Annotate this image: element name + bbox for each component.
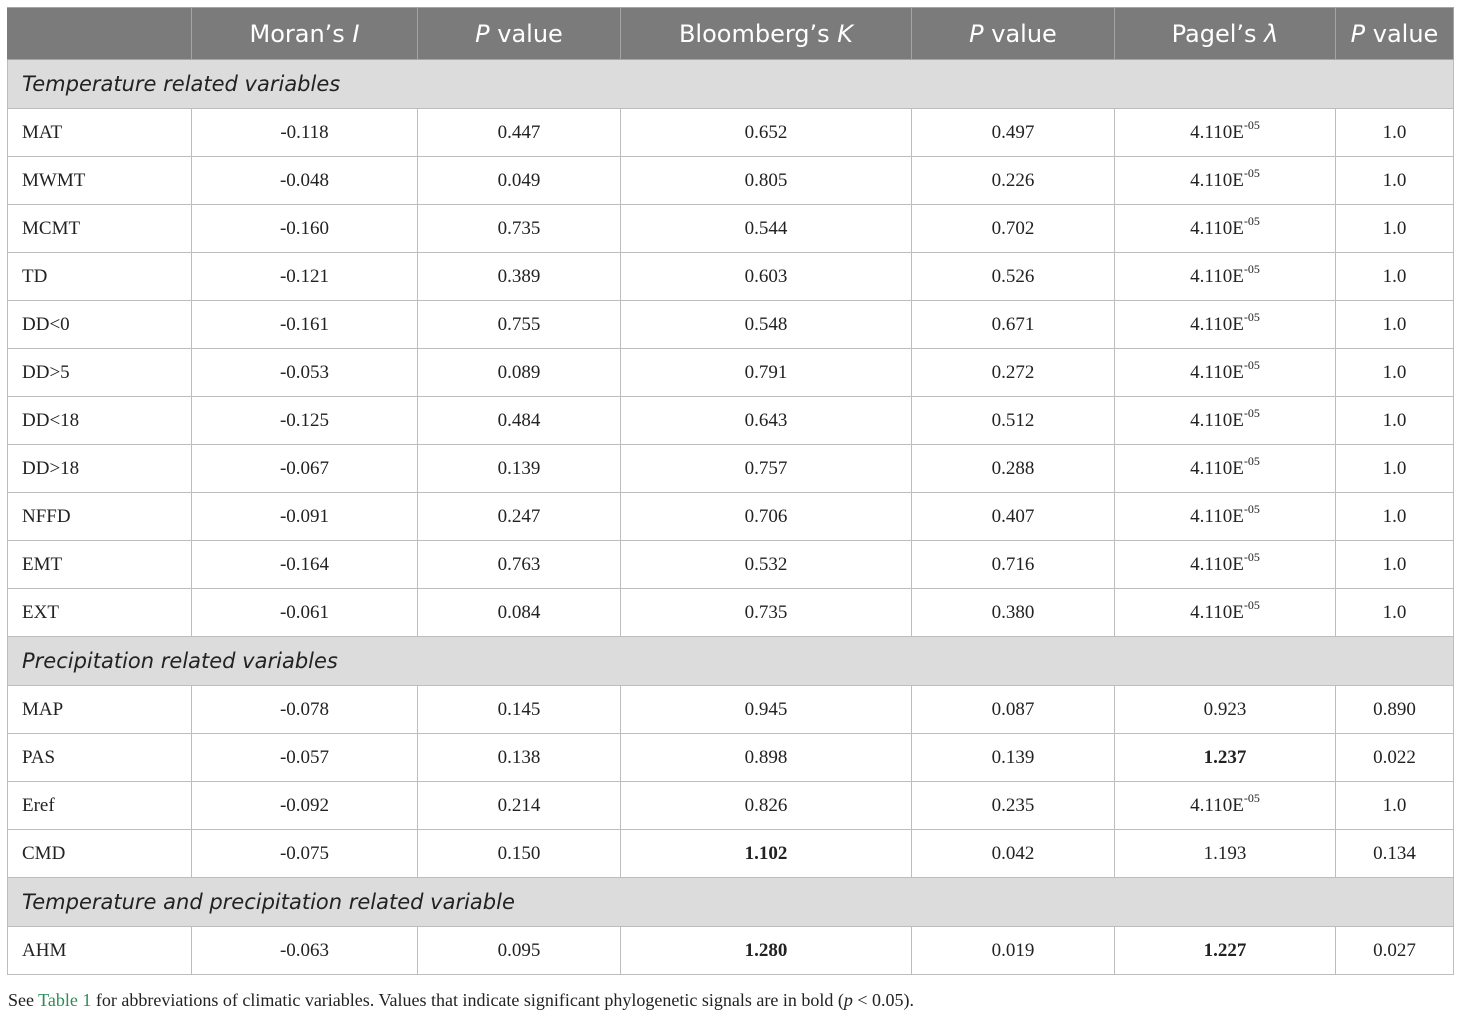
header-p-symbol: P — [969, 19, 984, 48]
bloombergs-p-value-cell: 0.716 — [912, 541, 1115, 589]
morans-i-cell: -0.067 — [192, 445, 418, 493]
pagels-p-value-cell: 1.0 — [1336, 782, 1454, 830]
table-row — [8, 589, 1454, 637]
table-row — [8, 253, 1454, 301]
pagels-lambda-cell — [1115, 253, 1336, 301]
pagels-lambda-value: 4.110E — [1190, 601, 1244, 623]
table-footnote — [8, 990, 914, 1011]
pagels-lambda-value: 4.110E — [1190, 361, 1244, 383]
pagels-lambda-value: 4.110E — [1190, 313, 1244, 335]
table-row — [8, 109, 1454, 157]
pagels-lambda-cell — [1115, 734, 1336, 782]
pagels-p-value-cell: 0.022 — [1336, 734, 1454, 782]
morans-i-cell: -0.061 — [192, 589, 418, 637]
bloombergs-k-cell: 0.706 — [621, 493, 912, 541]
table-row — [8, 830, 1454, 878]
header-p-label: value — [489, 19, 563, 48]
header-bloom-label: Bloomberg’s — [678, 19, 838, 48]
variable-cell: MCMT — [8, 205, 192, 253]
pagels-lambda-cell — [1115, 927, 1336, 975]
pagels-p-value-cell: 1.0 — [1336, 541, 1454, 589]
bloombergs-p-value-cell: 0.139 — [912, 734, 1115, 782]
table-body — [8, 60, 1454, 975]
pagels-lambda-cell — [1115, 541, 1336, 589]
pagels-lambda-cell — [1115, 589, 1336, 637]
pagels-p-value-cell: 0.890 — [1336, 686, 1454, 734]
bloombergs-p-value-cell: 0.042 — [912, 830, 1115, 878]
pagels-lambda-exponent: -05 — [1243, 261, 1260, 276]
morans-i-cell: -0.125 — [192, 397, 418, 445]
morans-p-value-cell: 0.089 — [418, 349, 621, 397]
pagels-lambda-cell — [1115, 157, 1336, 205]
table-row — [8, 157, 1454, 205]
bloombergs-k-cell: 1.102 — [621, 830, 912, 878]
pagels-lambda-value: 4.110E — [1190, 265, 1244, 287]
variable-cell: PAS — [8, 734, 192, 782]
table-row — [8, 782, 1454, 830]
group-header-row — [8, 878, 1454, 927]
pagels-p-value-cell: 1.0 — [1336, 157, 1454, 205]
variable-cell: DD>5 — [8, 349, 192, 397]
table-1-link[interactable]: Table 1 — [38, 990, 92, 1010]
morans-p-value-cell: 0.049 — [418, 157, 621, 205]
pagels-lambda-exponent: -05 — [1243, 357, 1260, 372]
variable-cell: EXT — [8, 589, 192, 637]
header-p-value-3 — [1336, 8, 1454, 60]
pagels-lambda-value: 4.110E — [1190, 505, 1244, 527]
pagels-p-value-cell: 1.0 — [1336, 589, 1454, 637]
header-row — [8, 8, 1454, 60]
bloombergs-p-value-cell: 0.497 — [912, 109, 1115, 157]
bloombergs-k-cell: 1.280 — [621, 927, 912, 975]
variable-cell: AHM — [8, 927, 192, 975]
pagels-lambda-value: 4.110E — [1190, 169, 1244, 191]
bloombergs-k-cell: 0.898 — [621, 734, 912, 782]
pagels-lambda-value: 4.110E — [1190, 794, 1244, 816]
morans-p-value-cell: 0.735 — [418, 205, 621, 253]
table-header — [8, 8, 1454, 60]
header-bloom-symbol: K — [837, 19, 854, 48]
table-row — [8, 301, 1454, 349]
pagels-p-value-cell: 1.0 — [1336, 349, 1454, 397]
bloombergs-k-cell: 0.603 — [621, 253, 912, 301]
bloombergs-p-value-cell: 0.288 — [912, 445, 1115, 493]
footnote-text-start: See — [8, 990, 39, 1010]
morans-p-value-cell: 0.755 — [418, 301, 621, 349]
group-header-row — [8, 60, 1454, 109]
table-row — [8, 686, 1454, 734]
pagels-p-value-cell: 1.0 — [1336, 301, 1454, 349]
phylogenetic-signal-table — [7, 7, 1454, 975]
pagels-lambda-exponent: -05 — [1243, 549, 1260, 564]
header-p-value-1 — [418, 8, 621, 60]
pagels-lambda-exponent: -05 — [1243, 597, 1260, 612]
pagels-lambda-value: 4.110E — [1190, 553, 1244, 575]
pagels-lambda-exponent: -05 — [1243, 213, 1260, 228]
pagels-p-value-cell: 1.0 — [1336, 493, 1454, 541]
pagels-lambda-cell — [1115, 445, 1336, 493]
morans-p-value-cell: 0.484 — [418, 397, 621, 445]
pagels-p-value-cell: 0.027 — [1336, 927, 1454, 975]
header-p-label: value — [1365, 19, 1439, 48]
pagels-lambda-value: 1.237 — [1203, 746, 1247, 768]
pagels-lambda-cell — [1115, 205, 1336, 253]
pagels-lambda-exponent: -05 — [1243, 405, 1260, 420]
bloombergs-p-value-cell: 0.226 — [912, 157, 1115, 205]
morans-i-cell: -0.164 — [192, 541, 418, 589]
bloombergs-k-cell: 0.544 — [621, 205, 912, 253]
bloombergs-k-cell: 0.652 — [621, 109, 912, 157]
bloombergs-k-cell: 0.791 — [621, 349, 912, 397]
morans-i-cell: -0.075 — [192, 830, 418, 878]
header-p-label: value — [983, 19, 1057, 48]
bloombergs-k-cell: 0.548 — [621, 301, 912, 349]
footnote-text-end: < 0.05). — [852, 990, 914, 1010]
morans-i-cell: -0.160 — [192, 205, 418, 253]
morans-i-cell: -0.078 — [192, 686, 418, 734]
variable-cell: TD — [8, 253, 192, 301]
bloombergs-k-cell: 0.757 — [621, 445, 912, 493]
variable-cell: DD>18 — [8, 445, 192, 493]
pagels-lambda-exponent: -05 — [1243, 117, 1260, 132]
group-header-row — [8, 637, 1454, 686]
pagels-lambda-exponent: -05 — [1243, 453, 1260, 468]
table-row — [8, 734, 1454, 782]
pagels-lambda-cell — [1115, 686, 1336, 734]
bloombergs-p-value-cell: 0.671 — [912, 301, 1115, 349]
bloombergs-p-value-cell: 0.087 — [912, 686, 1115, 734]
morans-i-cell: -0.048 — [192, 157, 418, 205]
bloombergs-p-value-cell: 0.272 — [912, 349, 1115, 397]
morans-p-value-cell: 0.247 — [418, 493, 621, 541]
group-title: Precipitation related variables — [8, 637, 1454, 686]
pagels-lambda-value: 1.227 — [1203, 939, 1247, 961]
bloombergs-p-value-cell: 0.235 — [912, 782, 1115, 830]
morans-p-value-cell: 0.447 — [418, 109, 621, 157]
pagels-p-value-cell: 1.0 — [1336, 205, 1454, 253]
morans-p-value-cell: 0.145 — [418, 686, 621, 734]
bloombergs-k-cell: 0.643 — [621, 397, 912, 445]
morans-p-value-cell: 0.389 — [418, 253, 621, 301]
table-row — [8, 927, 1454, 975]
variable-cell: DD<0 — [8, 301, 192, 349]
morans-i-cell: -0.091 — [192, 493, 418, 541]
variable-cell: EMT — [8, 541, 192, 589]
pagels-p-value-cell: 1.0 — [1336, 445, 1454, 493]
morans-i-cell: -0.161 — [192, 301, 418, 349]
morans-i-cell: -0.121 — [192, 253, 418, 301]
morans-p-value-cell: 0.763 — [418, 541, 621, 589]
table-row — [8, 445, 1454, 493]
variable-cell: NFFD — [8, 493, 192, 541]
header-morans-i — [192, 8, 418, 60]
pagels-p-value-cell: 1.0 — [1336, 109, 1454, 157]
pagels-lambda-cell — [1115, 349, 1336, 397]
bloombergs-p-value-cell: 0.702 — [912, 205, 1115, 253]
table-row — [8, 205, 1454, 253]
bloombergs-k-cell: 0.826 — [621, 782, 912, 830]
pagels-lambda-cell — [1115, 109, 1336, 157]
morans-i-cell: -0.053 — [192, 349, 418, 397]
variable-cell: DD<18 — [8, 397, 192, 445]
bloombergs-p-value-cell: 0.380 — [912, 589, 1115, 637]
pagels-lambda-value: 4.110E — [1190, 121, 1244, 143]
morans-i-cell: -0.057 — [192, 734, 418, 782]
morans-p-value-cell: 0.139 — [418, 445, 621, 493]
morans-p-value-cell: 0.138 — [418, 734, 621, 782]
variable-cell: MWMT — [8, 157, 192, 205]
morans-p-value-cell: 0.084 — [418, 589, 621, 637]
header-morans-label: Moran’s — [249, 19, 353, 48]
variable-cell: MAT — [8, 109, 192, 157]
morans-p-value-cell: 0.150 — [418, 830, 621, 878]
table-row — [8, 397, 1454, 445]
table-row — [8, 349, 1454, 397]
pagels-lambda-cell — [1115, 830, 1336, 878]
pagels-lambda-value: 4.110E — [1190, 217, 1244, 239]
morans-p-value-cell: 0.214 — [418, 782, 621, 830]
header-bloombergs-k — [621, 8, 912, 60]
header-pagel-symbol: λ — [1264, 19, 1279, 48]
header-p-symbol: P — [1350, 19, 1366, 48]
group-title: Temperature and precipitation related variable — [8, 878, 1454, 927]
morans-p-value-cell: 0.095 — [418, 927, 621, 975]
table-row — [8, 541, 1454, 589]
pagels-lambda-exponent: -05 — [1243, 790, 1260, 805]
pagels-lambda-value: 4.110E — [1190, 457, 1244, 479]
pagels-lambda-cell — [1115, 301, 1336, 349]
bloombergs-p-value-cell: 0.019 — [912, 927, 1115, 975]
variable-cell: MAP — [8, 686, 192, 734]
bloombergs-p-value-cell: 0.526 — [912, 253, 1115, 301]
bloombergs-p-value-cell: 0.407 — [912, 493, 1115, 541]
header-pagels-lambda — [1115, 8, 1336, 60]
bloombergs-k-cell: 0.532 — [621, 541, 912, 589]
header-variable — [8, 8, 192, 60]
footnote-text-middle: for abbreviations of climatic variables. Values that indicate significant phylogenetic signals are in bold ( — [91, 990, 844, 1010]
header-p-value-2 — [912, 8, 1115, 60]
pagels-lambda-value: 0.923 — [1203, 698, 1247, 720]
header-pagel-label: Pagel’s — [1171, 19, 1265, 48]
morans-i-cell: -0.063 — [192, 927, 418, 975]
header-morans-symbol: I — [352, 19, 360, 48]
bloombergs-p-value-cell: 0.512 — [912, 397, 1115, 445]
bloombergs-k-cell: 0.805 — [621, 157, 912, 205]
pagels-lambda-exponent: -05 — [1243, 165, 1260, 180]
variable-cell: CMD — [8, 830, 192, 878]
pagels-p-value-cell: 1.0 — [1336, 397, 1454, 445]
footnote-p-symbol: p — [843, 990, 853, 1010]
pagels-lambda-exponent: -05 — [1243, 309, 1260, 324]
group-title: Temperature related variables — [8, 60, 1454, 109]
bloombergs-k-cell: 0.735 — [621, 589, 912, 637]
bloombergs-k-cell: 0.945 — [621, 686, 912, 734]
pagels-lambda-cell — [1115, 493, 1336, 541]
pagels-lambda-cell — [1115, 782, 1336, 830]
pagels-lambda-value: 4.110E — [1190, 409, 1244, 431]
pagels-lambda-cell — [1115, 397, 1336, 445]
pagels-lambda-exponent: -05 — [1243, 501, 1260, 516]
pagels-p-value-cell: 0.134 — [1336, 830, 1454, 878]
header-p-symbol: P — [475, 19, 490, 48]
morans-i-cell: -0.118 — [192, 109, 418, 157]
variable-cell: Eref — [8, 782, 192, 830]
pagels-p-value-cell: 1.0 — [1336, 253, 1454, 301]
pagels-lambda-value: 1.193 — [1203, 842, 1247, 864]
table-row — [8, 493, 1454, 541]
morans-i-cell: -0.092 — [192, 782, 418, 830]
